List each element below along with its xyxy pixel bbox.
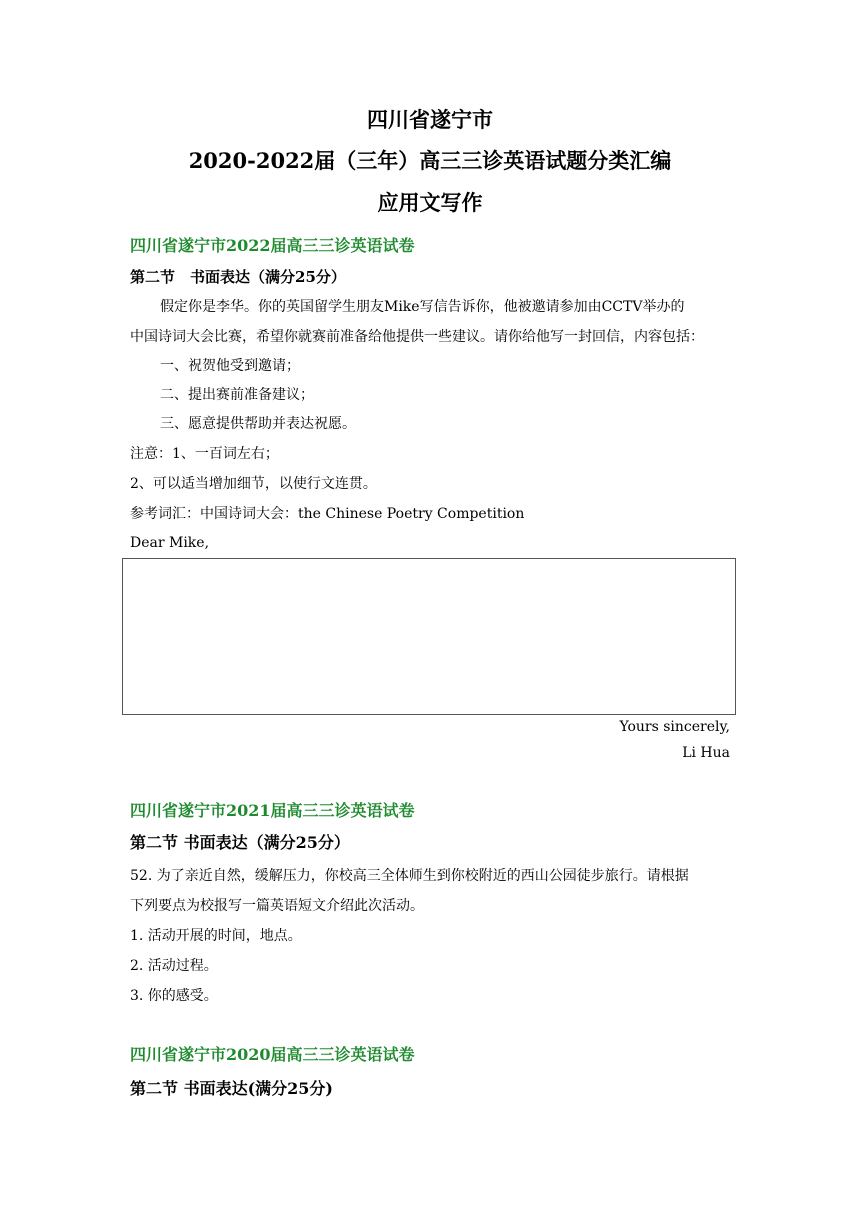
section-heading-2020: 四川省遂宁市2020届高三三诊英语试卷 [130, 1045, 415, 1064]
document-title-line3: 应用文写作 [377, 190, 483, 215]
section-subheading-2020: 第二节 书面表达(满分25分) [130, 1079, 333, 1098]
vocab-line-2022: 参考词汇：中国诗词大会：the Chinese Poetry Competition [130, 506, 525, 522]
section-heading-2021: 四川省遂宁市2021届高三三诊英语试卷 [130, 801, 415, 820]
note-line2-2022: 2、可以适当增加细节，以使行文连贯。 [130, 476, 377, 492]
letter-signature: Li Hua [682, 745, 730, 761]
prompt-text-line2-2021: 下列要点为校报写一篇英语短文介绍此次活动。 [130, 898, 424, 914]
answer-writing-box[interactable] [122, 558, 736, 715]
document-title-line1: 四川省遂宁市 [367, 107, 493, 132]
prompt-text-line1-2021: 52. 为了亲近自然，缓解压力，你校高三全体师生到你校附近的西山公园徒步旅行。请根据 [130, 868, 689, 884]
content-point3-2022: 三、愿意提供帮助并表达祝愿。 [160, 416, 356, 432]
letter-salutation: Dear Mike, [130, 535, 210, 551]
content-point2-2021: 2. 活动过程。 [130, 958, 218, 974]
content-point1-2021: 1. 活动开展的时间，地点。 [130, 928, 302, 944]
prompt-text-line1-2022: 假定你是李华。你的英国留学生朋友Mike写信告诉你，他被邀请参加由CCTV举办的 [160, 299, 685, 315]
section-heading-2022: 四川省遂宁市2022届高三三诊英语试卷 [130, 236, 415, 255]
note-line1-2022: 注意：1、一百词左右； [130, 446, 279, 462]
content-point1-2022: 一、祝贺他受到邀请； [160, 358, 300, 374]
content-point3-2021: 3. 你的感受。 [130, 988, 218, 1004]
prompt-text-line2-2022: 中国诗词大会比赛，希望你就赛前准备给他提供一些建议。请你给他写一封回信，内容包括： [130, 329, 704, 345]
content-point2-2022: 二、提出赛前准备建议； [160, 387, 314, 403]
letter-closing: Yours sincerely, [619, 719, 730, 735]
document-title-line2: 2020-2022届（三年）高三三诊英语试题分类汇编 [188, 148, 672, 173]
section-subheading-2022: 第二节 书面表达（满分25分） [130, 268, 346, 286]
section-subheading-2021: 第二节 书面表达（满分25分） [130, 833, 350, 852]
